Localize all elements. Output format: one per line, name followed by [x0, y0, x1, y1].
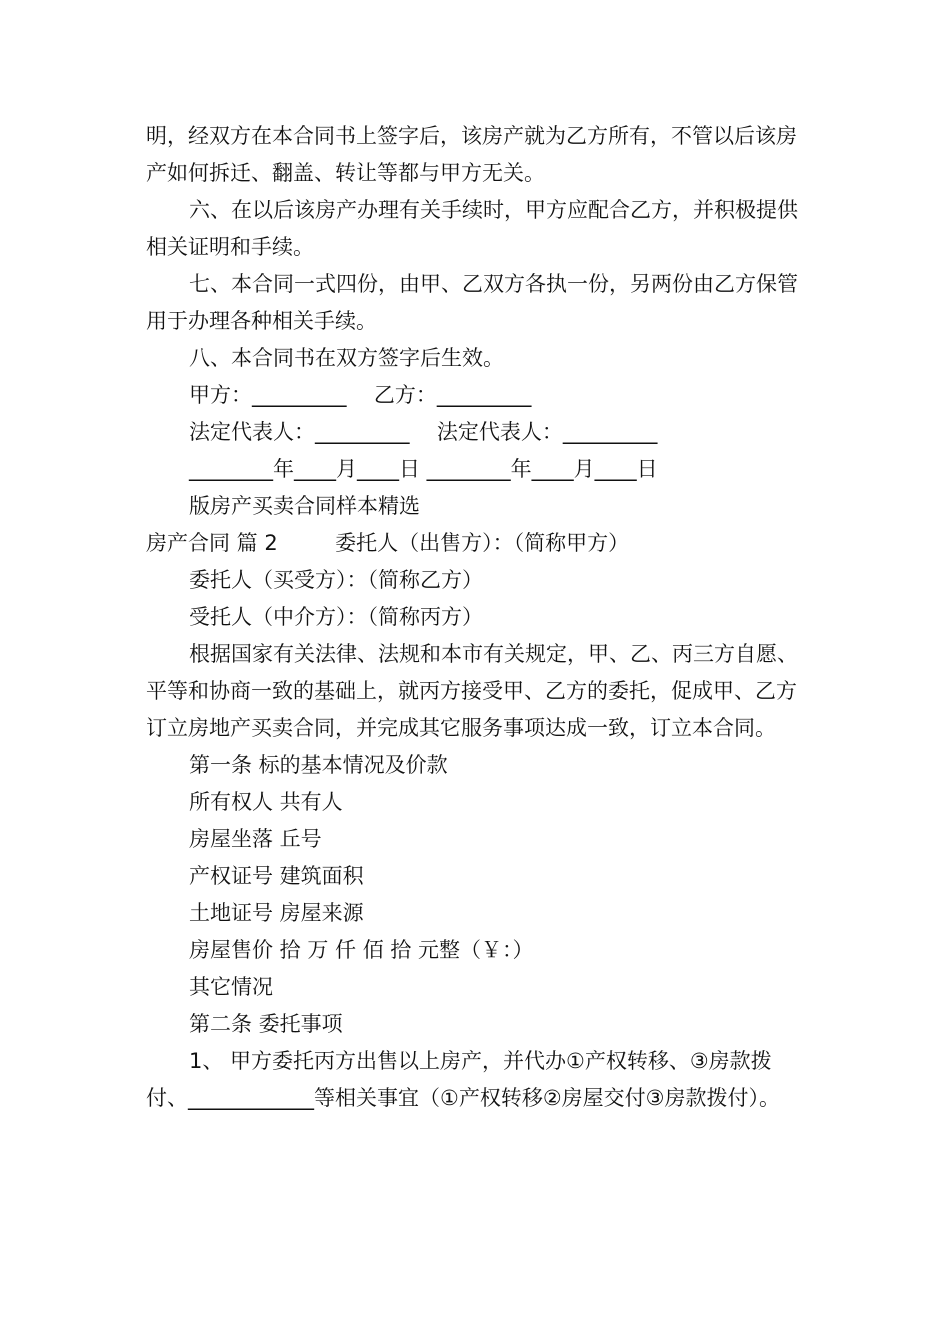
clause-eight: 八、本合同书在双方签字后生效。 — [189, 346, 504, 370]
party-a-signature: 甲方：_________ — [189, 383, 347, 407]
party-b-signature: 乙方：_________ — [373, 383, 532, 407]
document-body — [146, 118, 806, 1117]
contract-heading-line — [146, 525, 806, 562]
article-one-location: 房屋坐落 丘号 — [189, 827, 322, 851]
date-line: ________年____月____日 ________年____月____日 — [189, 457, 658, 481]
representative-b: 法定代表人：_________ — [436, 420, 658, 444]
representative-line — [146, 414, 806, 451]
article-one-title: 第一条 标的基本情况及价款 — [189, 753, 448, 777]
preamble-paragraph: 根据国家有关法律、法规和本市有关规定，甲、乙、丙三方自愿、平等和协商一致的基础上，就丙方接受甲、乙方的委托，促成甲、乙方订立房地产买卖合同，并完成其它服务事项达成一致，订立本合同。 — [146, 642, 798, 740]
article-one-certificate: 产权证号 建筑面积 — [189, 864, 364, 888]
document-subtitle: 版房产买卖合同样本精选 — [189, 494, 420, 518]
article-one-other: 其它情况 — [189, 975, 273, 999]
article-one-owner: 所有权人 共有人 — [189, 790, 343, 814]
clause-six: 六、在以后该房产办理有关手续时，甲方应配合乙方，并积极提供相关证明和手续。 — [146, 198, 798, 259]
article-two-title: 第二条 委托事项 — [189, 1012, 343, 1036]
agent-line: 受托人（中介方）：（简称丙方） — [189, 605, 483, 629]
representative-a: 法定代表人：_________ — [189, 420, 410, 444]
buyer-line: 委托人（买受方）：（简称乙方） — [189, 568, 483, 592]
article-one-price: 房屋售价 拾 万 仟 佰 拾 元整（￥：） — [189, 938, 534, 962]
paragraph-continuation: 明，经双方在本合同书上签字后，该房产就为乙方所有，不管以后该房产如何拆迁、翻盖、转让等都与甲方无关。 — [146, 124, 797, 185]
signature-line — [146, 377, 806, 414]
seller-line: 委托人（出售方）：（简称甲方） — [335, 531, 630, 555]
article-one-land: 土地证号 房屋来源 — [189, 901, 364, 925]
clause-seven: 七、本合同一式四份，由甲、乙双方各执一份，另两份由乙方保管用于办理各种相关手续。 — [146, 272, 798, 333]
article-two-item-one: 1、 甲方委托丙方出售以上房产，并代办①产权转移、③房款拨付、____________等相关事宜（①产权转移②房屋交付③房款拨付）。 — [146, 1049, 780, 1110]
contract-section-label: 房产合同 篇 2 — [146, 531, 278, 555]
